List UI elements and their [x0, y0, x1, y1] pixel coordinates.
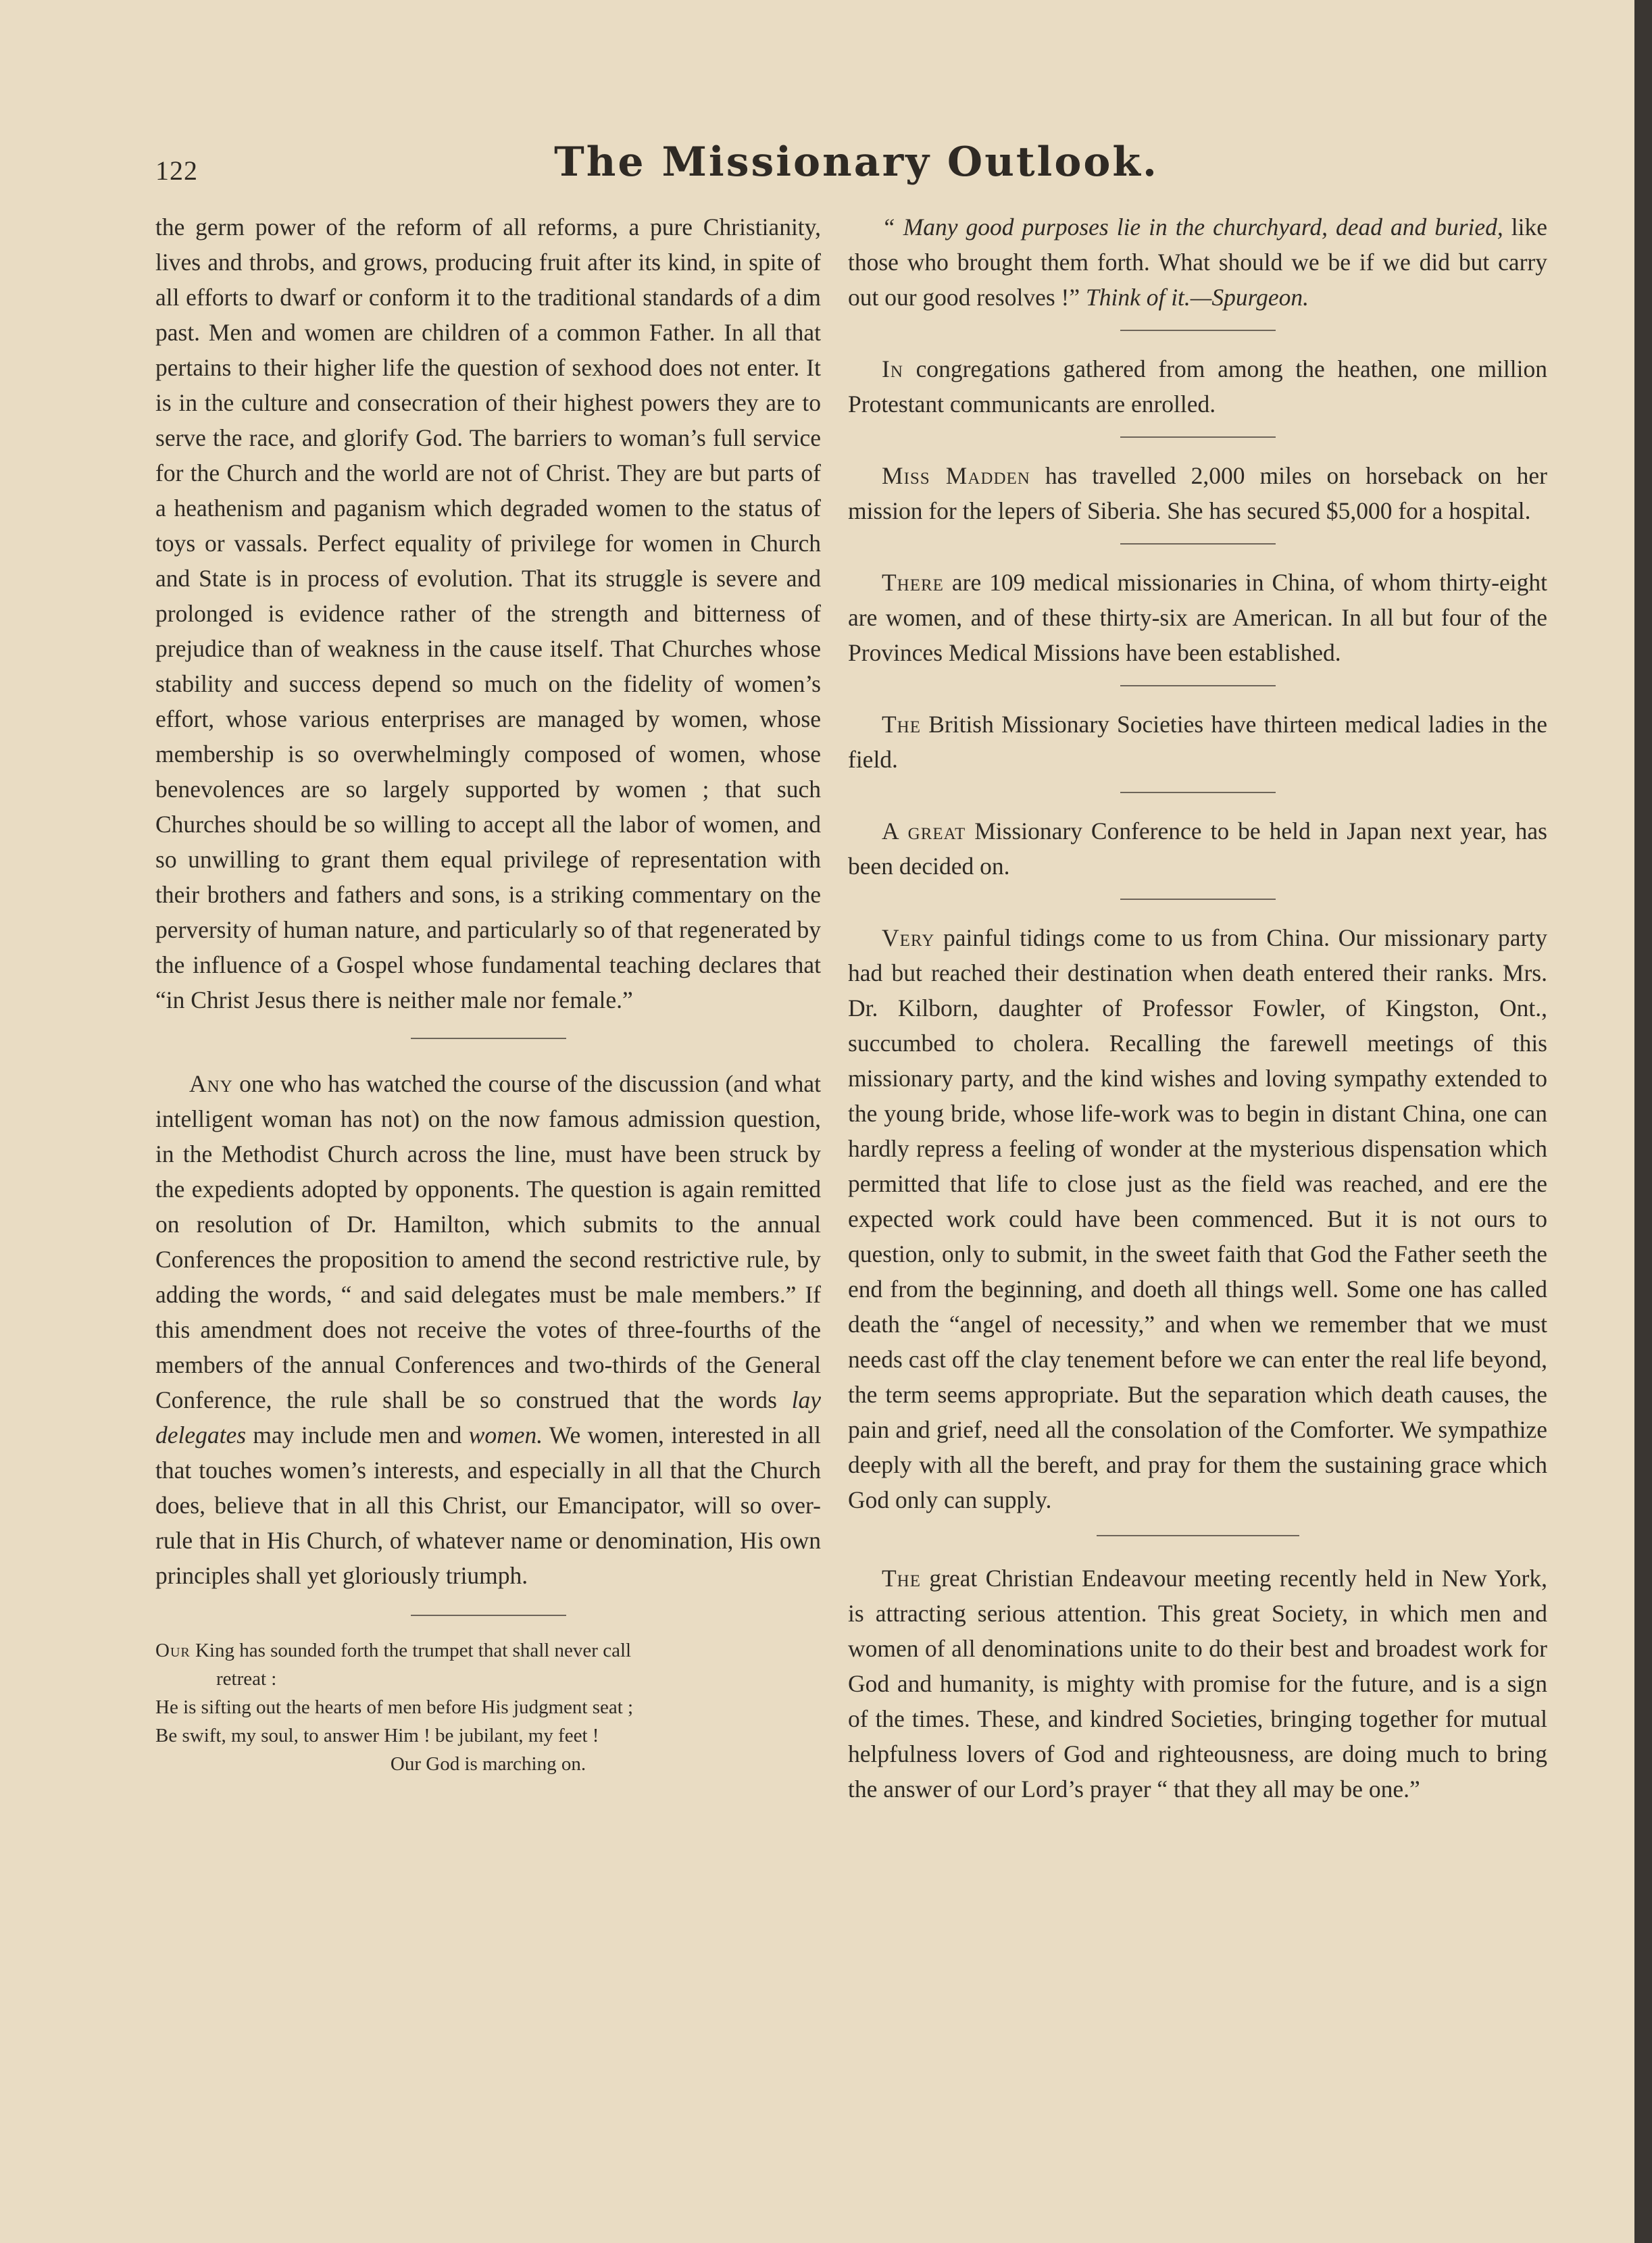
divider: [411, 1038, 566, 1039]
page-edge: [1634, 0, 1652, 2243]
article-admission-question: Any one who has watched the course of the discussion (and what intelligent woman has not) on the now famous admission question, in the Methodist Church across the line, must have been struck by the expedients adopted by opponents. The question is again remitted on resolution of Dr. Hamilton, which submits to the annual Conferences the proposition to amend the second restrictive rule, by adding the words, “ and said delegates must be male members.” If this amendment does not receive the votes of three-fourths of the members of the annual Conferences and two-thirds of the General Conference, the rule shall be so construed that the words lay delegates may include men and women. We women, interested in all that touches women’s interests, and especially in all that the Church does, believe that in all this Christ, our Emancipator, will so over-rule that in His Church, of whatever name or denomination, His own principles shall yet gloriously triumph.: [155, 1070, 821, 1589]
news-item: Miss Madden has travelled 2,000 miles on horseback on her mission for the lepers of Siberia. She has secured $5,000 for a hospital.: [848, 462, 1547, 524]
right-column: [848, 209, 1547, 1807]
divider: [1120, 436, 1276, 438]
news-item: A great Missionary Conference to be held in Japan next year, has been decided on.: [848, 817, 1548, 880]
page-header: [155, 138, 1557, 193]
divider: [1120, 685, 1276, 686]
news-item: There are 109 medical missionaries in China, of whom thirty-eight are women, and of these thirty-six are American. In all but four of the Provinces Medical Missions have been established.: [848, 569, 1547, 666]
divider: [411, 1615, 566, 1616]
divider: [1120, 330, 1276, 331]
news-item: Very painful tidings come to us from China. Our missionary party had but reached their destination when death entered their ranks. Mrs. Dr. Kilborn, daughter of Professor Fowler, of Kingston, Ont., succumbed to cholera. Recalling the farewell meetings of this missionary party, and the kind wishes and loving sympathy extended to the young bride, whose life-work was to begin in distant China, one can hardly repress a feeling of wonder at the mysterious dispensation which permitted that life to close just as the field was reached, and ere the expected work could have been commenced. But it is not ours to question, only to submit, in the sweet faith that God the Father seeth the end from the beginning, and doeth all things well. Some one has called death the “angel of necessity,” and when we remember that we must needs cast off the clay tenement before we can enter the real life beyond, the term seems appropriate. But the separation which death causes, the pain and grief, need all the consolation of the Comforter. We sympathize deeply with all the bereft, and pray for them the sustaining grace which God only can supply.: [848, 924, 1547, 1513]
page-number: 122: [155, 155, 198, 186]
poem-excerpt: Our King has sounded forth the trumpet that shall never call retreat : He is sifting out the hearts of men before His judgment seat ; Be swift, my soul, to answer Him ! be jubilant, my feet ! Our God is marching on.: [155, 1640, 634, 1775]
divider: [1097, 1535, 1299, 1536]
news-item: In congregations gathered from among the heathen, one million Protestant communicants are enrolled.: [848, 355, 1547, 418]
article-continuation: the germ power of the reform of all reforms, a pure Christianity, lives and throbs, and grows, producing fruit after its kind, in spite of all efforts to dwarf or conform it to the traditional standards of a dim past. Men and women are children of a common Father. In all that pertains to their higher life the question of sexhood does not enter. It is in the culture and consecration of their highest powers they are to serve the race, and glorify God. The barriers to woman’s full service for the Church and the world are not of Christ. They are but parts of a heathenism and paganism which degraded women to the status of toys or vassals. Perfect equality of privilege for women in Church and State is in process of evolution. That its struggle is severe and prolonged is evidence rather of the strength and bitterness of prejudice than of weakness in the cause itself. That Churches whose stability and success depend so much on the fidelity of women’s effort, whose various enterprises are managed by women, whose membership is so overwhelmingly composed of women, whose benevolences are so largely supported by women ; that such Churches should be so willing to accept all the labor of women, and so unwilling to grant them equal privilege of representation with their brothers and fathers and sons, is a striking commentary on the perversity of human nature, and particularly so of that regenerated by the influence of a Gospel whose fundamental teaching declares that “in Christ Jesus there is neither male nor female.”: [155, 213, 821, 1013]
divider: [1120, 543, 1276, 545]
spurgeon-quote: “ Many good purposes lie in the churchyard, dead and buried, like those who brought them forth. What should we be if we did but carry out our good resolves !” Think of it.—Spurgeon.: [848, 213, 1547, 311]
news-item: The British Missionary Societies have thirteen medical ladies in the field.: [848, 711, 1547, 773]
news-item: The great Christian Endeavour meeting recently held in New York, is attracting serious attention. This great Society, in which men and women of all denominations unite to do their best and broadest work for God and humanity, is mighty with promise for the future, and is a sign of the times. These, and kindred Societies, bringing together for mutual helpfulness lovers of God and righteousness, are doing much to bring the answer of our Lord’s prayer “ that they all may be one.”: [848, 1565, 1547, 1803]
divider: [1120, 899, 1276, 900]
lead-word: Any: [189, 1070, 233, 1097]
journal-title: The Missionary Outlook.: [554, 138, 1159, 186]
left-column: [155, 209, 821, 1778]
divider: [1120, 792, 1276, 793]
